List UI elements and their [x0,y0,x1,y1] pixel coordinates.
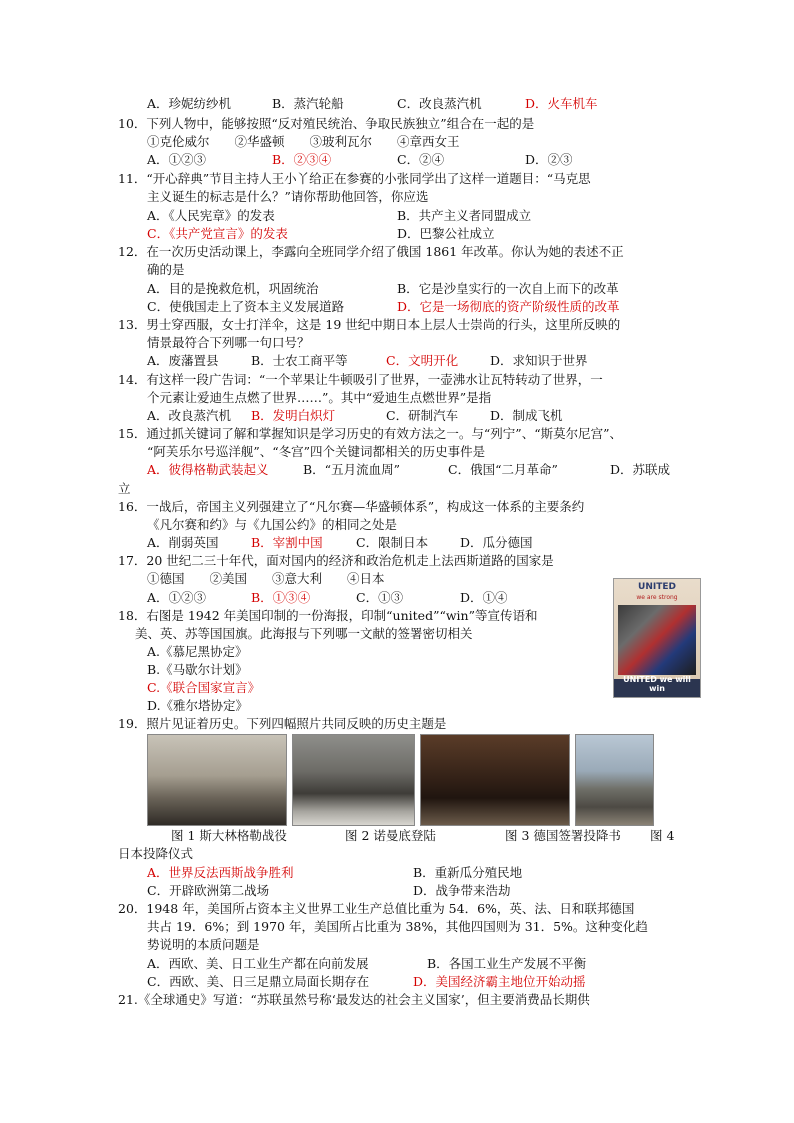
text-line: B．士农工商平等 [251,353,348,368]
text-line: C．使俄国走上了资本主义发展道路 [147,299,345,314]
text-line: C．《共产党宣言》的发表 [147,226,288,241]
text-line: 图 2 诺曼底登陆 [345,828,436,843]
text-line: A．世界反法西斯战争胜利 [147,865,294,880]
text-line: B．发明白炽灯 [251,408,336,423]
poster-top-text: UNITED [638,582,676,592]
text-line: 14．有这样一段广告词：“一个苹果让牛顿吸引了世界，一壶沸水让瓦特转动了世界，一 [118,372,603,387]
text-line: 情景最符合下列哪一句口号？ [147,335,310,350]
poster-sub-text: we are strong [636,594,678,601]
text-line: B．蒸汽轮船 [272,96,344,111]
photo-normandy [292,734,415,826]
text-line: B．它是沙皇实行的一次自上而下的改革 [397,281,619,296]
text-line: 共占 19．6%；到 1970 年，美国所占比重为 38%，其他四国则为 31．5%。这种变化趋 [147,919,648,934]
text-line: 日本投降仪式 [118,846,194,861]
text-line: D.《雅尔塔协定》 [147,698,249,713]
text-line: 个元素让爱迪生点燃了世界……”。其中“爱迪生点燃世界”是指 [147,390,492,405]
text-line: D．制成飞机 [490,408,563,423]
text-line: 16．一战后，帝国主义列强建立了“凡尔赛—华盛顿体系”，构成这一体系的主要条约 [118,499,585,514]
text-line: ①克伦威尔 ②华盛顿 ③玻利瓦尔 ④章西女王 [147,134,460,149]
text-line: C．改良蒸汽机 [397,96,482,111]
text-line: A．废藩置县 [147,353,219,368]
text-line: B．各国工业生产发展不平衡 [427,956,587,971]
text-line: C．①③ [356,590,404,605]
text-line: D．火车机车 [525,96,598,111]
text-line: 11．“开心辞典”节目主持人王小丫给正在参赛的小张同学出了这样一道题目：“马克思 [118,171,591,186]
text-line: ①德国 ②美国 ③意大利 ④日本 [147,571,385,586]
text-line: 12．在一次历史活动课上，李露向全班同学介绍了俄国 1861 年改革。你认为她的表述不正 [118,244,624,259]
text-line: D．它是一场彻底的资产阶级性质的改革 [397,299,620,314]
text-line: C．②④ [397,152,445,167]
photo-german-surrender [420,734,570,826]
text-line: 18．右图是 1942 年美国印制的一份海报，印制“united”“win”等宣传语和 [118,608,538,623]
text-line: B．②③④ [272,152,332,167]
poster-artwork [618,605,696,675]
text-line: D．苏联成 [610,462,671,477]
poster-bottom-text: UNITED we will win [623,675,691,693]
text-line: D．巴黎公社成立 [397,226,495,241]
text-line: D．美国经济霸主地位开始动摇 [413,974,586,989]
text-line: 势说明的本质问题是 [147,937,260,952]
text-line: A．①②③ [147,590,207,605]
text-line: “阿芙乐尔号巡洋舰”、“冬宫”四个关键词都相关的历史事件是 [147,444,486,459]
text-line: 美、英、苏等国国旗。此海报与下列哪一文献的签署密切相关 [135,626,473,641]
text-line: A.《慕尼黑协定》 [147,644,248,659]
text-line: C．俄国“二月革命” [448,462,558,477]
text-line: D．瓜分德国 [460,535,533,550]
text-line: A．目的是挽救危机，巩固统治 [147,281,319,296]
text-line: C．研制汽车 [386,408,459,423]
photo-japan-surrender [575,734,654,826]
text-line: 15．通过抓关键词了解和掌握知识是学习历史的有效方法之一。与“列宁”、“斯莫尔尼宫”、 [118,426,622,441]
text-line: C．限制日本 [356,535,429,550]
text-line: A．削弱英国 [147,535,219,550]
photo-stalingrad [147,734,287,826]
text-line: A．西欧、美、日工业生产都在向前发展 [147,956,369,971]
text-line: B．“五月流血周” [303,462,400,477]
text-line: D．②③ [525,152,573,167]
text-line: D．求知识于世界 [490,353,588,368]
text-line: 20．1948 年，美国所占资本主义世界工业生产总值比重为 54．6%，英、法、日和联邦德国 [118,901,635,916]
text-line: 主义诞生的标志是什么？”请你帮助他回答，你应选 [147,189,429,204]
text-line: 19．照片见证着历史。下列四幅照片共同反映的历史主题是 [118,716,447,731]
text-line: 确的是 [147,262,185,277]
text-line: B．宰割中国 [251,535,323,550]
text-line: B．共产主义者同盟成立 [397,208,532,223]
text-line: 立 [118,481,131,496]
text-line: A．《人民宪章》的发表 [147,208,275,223]
text-line: C.《联合国家宣言》 [147,680,261,695]
text-line: C．西欧、美、日三足鼎立局面长期存在 [147,974,370,989]
united-poster-image [613,578,701,698]
text-line: A．①②③ [147,152,207,167]
text-line: 《凡尔赛和约》与《九国公约》的相同之处是 [147,517,398,532]
text-line: 21.《全球通史》写道：“苏联虽然号称‘最发达的社会主义国家’，但主要消费品长期供 [118,992,590,1007]
text-line: A．改良蒸汽机 [147,408,232,423]
text-line: 17．20 世纪二三十年代，面对国内的经济和政治危机走上法西斯道路的国家是 [118,553,554,568]
text-line: D．①④ [460,590,508,605]
text-line: 图 4 [650,828,675,843]
text-line: 图 3 德国签署投降书 [505,828,621,843]
text-line: B.《马歇尔计划》 [147,662,248,677]
text-line: D．战争带来浩劫 [413,883,511,898]
text-line: A．彼得格勒武装起义 [147,462,269,477]
text-line: 图 1 斯大林格勒战役 [171,828,287,843]
text-line: 13．男士穿西服，女士打洋伞，这是 19 世纪中期日本上层人士崇尚的行头，这里所反映的 [118,317,621,332]
text-line: B．①③④ [251,590,311,605]
text-line: B．重新瓜分殖民地 [413,865,523,880]
text-line: C．文明开化 [386,353,459,368]
text-line: 10．下列人物中，能够按照“反对殖民统治、争取民族独立”组合在一起的是 [118,116,535,131]
text-line: A．珍妮纺纱机 [147,96,232,111]
text-line: C．开辟欧洲第二战场 [147,883,270,898]
